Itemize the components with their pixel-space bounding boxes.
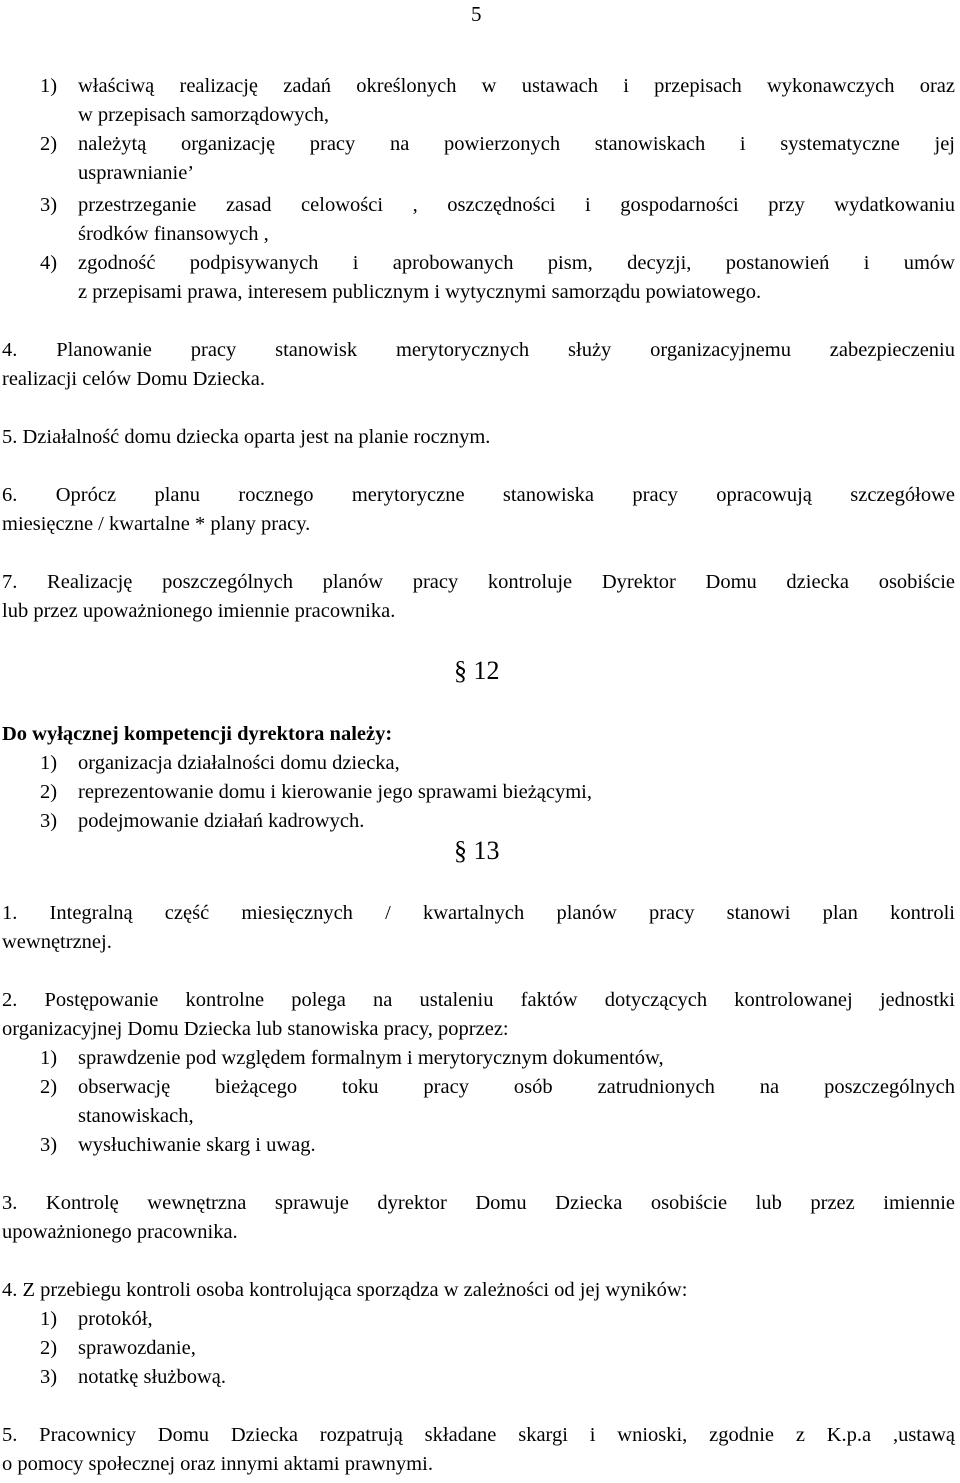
- list-item-text: właściwą realizację zadań określonych w ustawach i przepisach wykonawczych oraz: [78, 75, 955, 97]
- list-item-text: podejmowanie działań kadrowych.: [78, 810, 365, 832]
- list-item-text: stanowiskach,: [78, 1105, 194, 1127]
- list-item-text: organizacja działalności domu dziecka,: [78, 752, 400, 774]
- paragraph-13-3-cont: upoważnionego pracownika.: [2, 1221, 238, 1243]
- paragraph-7-cont: lub przez upoważnionego imiennie pracownika.: [2, 600, 396, 622]
- paragraph-4: 4. Planowanie pracy stanowisk merytorycznych służy organizacyjnemu zabezpieczeniu: [2, 339, 955, 361]
- paragraph-13-4: 4. Z przebiegu kontroli osoba kontrolująca sporządza w zależności od jej wyników:: [2, 1279, 688, 1301]
- list-num: 2): [40, 133, 58, 155]
- section-mark-13: § 13: [454, 836, 500, 865]
- paragraph-13-5-cont: o pomocy społecznej oraz innymi aktami prawnymi.: [2, 1453, 433, 1475]
- list-num: 3): [40, 810, 58, 832]
- list-item-text: notatkę służbową.: [78, 1366, 227, 1388]
- list-num: 3): [40, 194, 58, 216]
- paragraph-13-5: 5. Pracownicy Domu Dziecka rozpatrują składane skargi i wnioski, zgodnie z K.p.a ,ustawą: [2, 1424, 955, 1446]
- list-item-text: wysłuchiwanie skarg i uwag.: [78, 1134, 316, 1156]
- section-mark-12: § 12: [454, 656, 500, 685]
- list-item-text: zgodność podpisywanych i aprobowanych pism, decyzji, postanowień i umów: [78, 252, 955, 274]
- list-item-text: przestrzeganie zasad celowości , oszczędności i gospodarności przy wydatkowaniu: [78, 194, 955, 216]
- list-item-text: należytą organizację pracy na powierzonych stanowiskach i systematyczne jej: [78, 133, 955, 155]
- list-item-text: z przepisami prawa, interesem publicznym i wytycznymi samorządu powiatowego.: [78, 281, 762, 303]
- paragraph-4-cont: realizacji celów Domu Dziecka.: [2, 368, 265, 390]
- paragraph-6-cont: miesięczne / kwartalne * plany pracy.: [2, 513, 311, 535]
- paragraph-6: 6. Oprócz planu rocznego merytoryczne stanowiska pracy opracowują szczegółowe: [2, 484, 955, 506]
- list-item-text: sprawozdanie,: [78, 1337, 196, 1359]
- list-num: 1): [40, 752, 58, 774]
- list-item-text: środków finansowych ,: [78, 223, 269, 245]
- list-num: 1): [40, 1047, 58, 1069]
- list-item-text: usprawnianie’: [78, 162, 195, 184]
- list-num: 2): [40, 781, 58, 803]
- paragraph-13-1-cont: wewnętrznej.: [2, 931, 112, 953]
- list-num: 3): [40, 1134, 58, 1156]
- paragraph-13-3: 3. Kontrolę wewnętrzna sprawuje dyrektor Domu Dziecka osobiście lub przez imiennie: [2, 1192, 955, 1214]
- paragraph-7: 7. Realizację poszczególnych planów pracy kontroluje Dyrektor Domu dziecka osobiście: [2, 571, 955, 593]
- paragraph-13-2-cont: organizacyjnej Domu Dziecka lub stanowiska pracy, poprzez:: [2, 1018, 509, 1040]
- list-num: 2): [40, 1076, 58, 1098]
- paragraph-5: 5. Działalność domu dziecka oparta jest na planie rocznym.: [2, 426, 491, 448]
- list-item-text: sprawdzenie pod względem formalnym i merytorycznym dokumentów,: [78, 1047, 664, 1069]
- page-number: 5: [471, 2, 482, 26]
- list-num: 3): [40, 1366, 58, 1388]
- list-item-text: w przepisach samorządowych,: [78, 104, 330, 126]
- list-num: 1): [40, 75, 58, 97]
- section-heading: Do wyłącznej kompetencji dyrektora należy:: [2, 723, 393, 745]
- list-item-text: reprezentowanie domu i kierowanie jego sprawami bieżącymi,: [78, 781, 593, 803]
- list-num: 1): [40, 1308, 58, 1330]
- paragraph-13-2: 2. Postępowanie kontrolne polega na ustaleniu faktów dotyczących kontrolowanej jednostki: [2, 989, 955, 1011]
- list-item-text: protokół,: [78, 1308, 153, 1330]
- list-num: 4): [40, 252, 58, 274]
- paragraph-13-1: 1. Integralną część miesięcznych / kwartalnych planów pracy stanowi plan kontroli: [2, 902, 955, 924]
- list-num: 2): [40, 1337, 58, 1359]
- list-item-text: obserwację bieżącego toku pracy osób zatrudnionych na poszczególnych: [78, 1076, 955, 1098]
